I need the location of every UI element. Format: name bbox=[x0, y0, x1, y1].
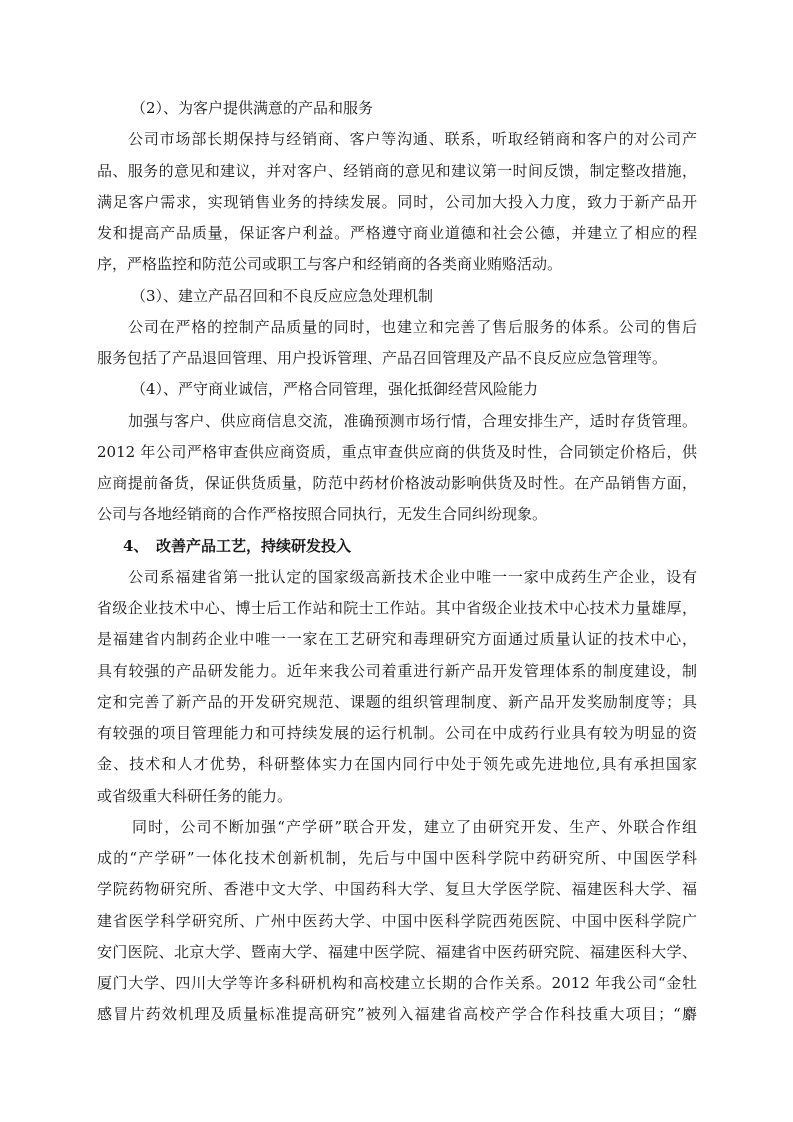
paragraph-line: 公司系福建省第一批认定的国家级高新技术企业中唯一一家中成药生产企业，设有 bbox=[128, 567, 697, 586]
paragraph-line: 有较强的项目管理能力和可持续发展的运行机制。公司在中成药行业具有较为明显的资 bbox=[97, 724, 697, 742]
paragraph-customer-communication bbox=[97, 124, 697, 280]
paragraph-line: 公司市场部长期保持与经销商、客户等沟通、联系，听取经销商和客户的对公司产 bbox=[128, 130, 697, 149]
paragraph-line: 厦门大学、四川大学等许多科研机构和高校建立长期的合作关系。2012 年我公司“金牡 bbox=[97, 974, 697, 992]
paragraph-line: 具有较强的产品研发能力。近年来我公司着重进行新产品开发管理体系的制度建设，制 bbox=[97, 661, 697, 680]
paragraph-line: 成的“产学研”一体化技术创新机制，先后与中国中医科学院中药研究所、中国医学科 bbox=[97, 849, 697, 867]
paragraph-line: 省级企业技术中心、博士后工作站和院士工作站。其中省级企业技术中心技术力量雄厚， bbox=[97, 599, 697, 617]
paragraph-line: 加强与客户、供应商信息交流，准确预测市场行情，合理安排生产，适时存货管理。 bbox=[128, 411, 697, 430]
paragraph-line: 公司与各地经销商的合作严格按照合同执行，无发生合同纠纷现象。 bbox=[97, 505, 548, 524]
section-title: 改善产品工艺，持续研发投入 bbox=[156, 536, 352, 555]
paragraph-tech-center bbox=[97, 562, 697, 812]
paragraph-industry-academia bbox=[97, 812, 697, 1031]
paragraph-line: 公司在严格的控制产品质量的同时，也建立和完善了售后服务的体系。公司的售后 bbox=[128, 317, 697, 336]
paragraph-line: 学院药物研究所、香港中文大学、中国药科大学、复旦大学医学院、福建医科大学、福 bbox=[97, 880, 697, 899]
paragraph-supplier-management bbox=[97, 406, 697, 531]
paragraph-line: 定和完善了新产品的开发研究规范、课题的组织管理制度、新产品开发奖励制度等；具 bbox=[97, 692, 697, 711]
paragraph-line: 或省级重大科研任务的能力。 bbox=[97, 786, 293, 805]
paragraph-line: 安门医院、北京大学、暨南大学、福建中医学院、福建省中医药研究院、福建医科大学、 bbox=[97, 942, 697, 961]
section-number: 4、 bbox=[123, 536, 149, 555]
paragraph-line: 建省医学科学研究所、广州中医药大学、中国中医科学院西苑医院、中国中医科学院广 bbox=[97, 911, 697, 930]
paragraph-line: 品、服务的意见和建议，并对客户、经销商的意见和建议第一时间反馈，制定整改措施， bbox=[97, 161, 697, 180]
paragraph-line: 感冒片药效机理及质量标准提高研究”被列入福建省高校产学合作科技重大项目；“麝 bbox=[97, 1005, 697, 1024]
paragraph-line: 同时，公司不断加强“产学研”联合开发，建立了由研究开发、生产、外联合作组 bbox=[132, 817, 697, 836]
section-heading-rd-investment bbox=[97, 531, 697, 562]
paragraph-line: 应商提前备货，保证供货质量，防范中药材价格波动影响供货及时性。在产品销售方面， bbox=[97, 474, 697, 492]
subheading-recall-mechanism: （3）、建立产品召回和不良反应应急处理机制 bbox=[131, 286, 434, 305]
subheading-business-integrity: （4）、严守商业诚信，严格合同管理，强化抵御经营风险能力 bbox=[131, 380, 539, 399]
paragraph-line: 满足客户需求，实现销售业务的持续发展。同时，公司加大投入力度，致力于新产品开 bbox=[97, 192, 697, 211]
paragraph-line: 发和提高产品质量，保证客户利益。严格遵守商业道德和社会公德，并建立了相应的程 bbox=[97, 224, 697, 242]
paragraph-line: 是福建省内制药企业中唯一一家在工艺研究和毒理研究方面通过质量认证的技术中心， bbox=[97, 630, 697, 649]
paragraph-line: 2012 年公司严格审查供应商资质，重点审查供应商的供货及时性，合同锁定价格后，供 bbox=[97, 442, 697, 461]
paragraph-line: 序，严格监控和防范公司或职工与客户和经销商的各类商业贿赂活动。 bbox=[97, 255, 563, 274]
document-page bbox=[97, 93, 697, 1031]
paragraph-line: 服务包括了产品退回管理、用户投诉管理、产品召回管理及产品不良反应应急管理等。 bbox=[97, 349, 668, 367]
paragraph-after-sales bbox=[97, 312, 697, 375]
subheading-customer-service: （2）、为客户提供满意的产品和服务 bbox=[131, 99, 374, 117]
paragraph-line: 金、技术和人才优势，科研整体实力在国内同行中处于领先或先进地位,具有承担国家 bbox=[97, 755, 697, 774]
